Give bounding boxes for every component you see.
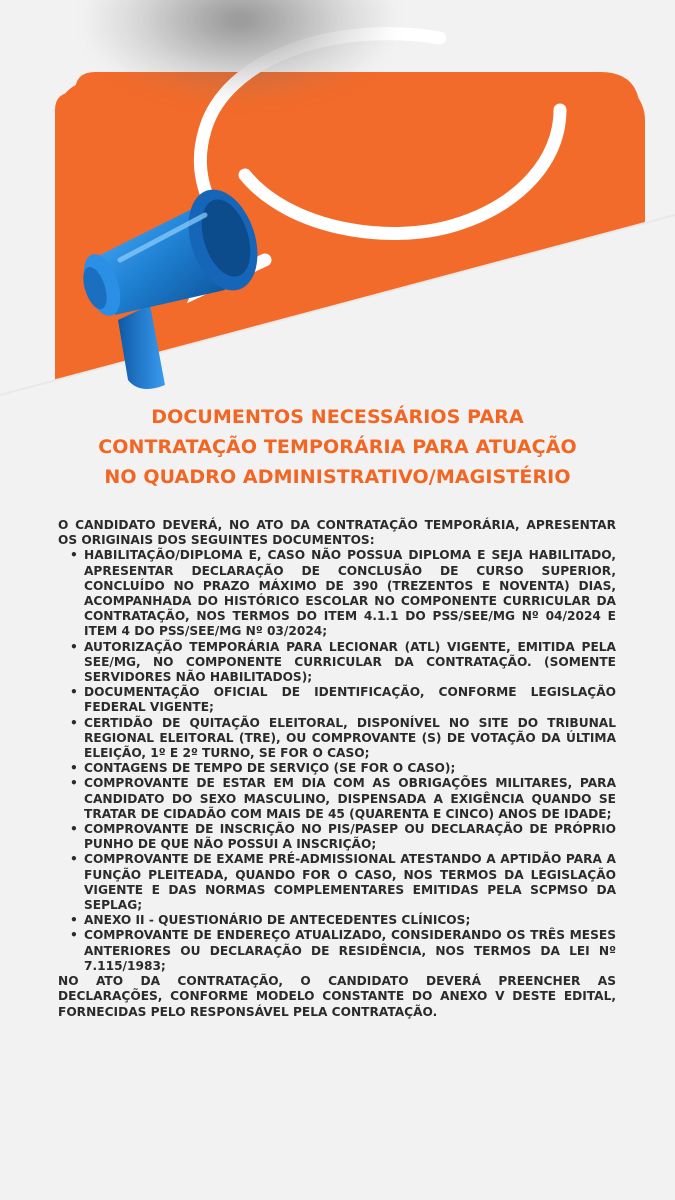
list-item: • COMPROVANTE DE ESTAR EM DIA COM AS OBRIGAÇÕES MILITARES, PARA CANDIDATO DO SEXO MASCULINO, DISPENSADA A EXIGÊNCIA QUANDO SE TRATAR DE CIDADÃO COM MAIS DE 45 (QUARENTA E CINCO) ANOS DE IDADE; — [58, 776, 616, 822]
title-line-3: NO QUADRO ADMINISTRATIVO/MAGISTÉRIO — [104, 466, 571, 488]
list-item: • COMPROVANTE DE INSCRIÇÃO NO PIS/PASEP OU DECLARAÇÃO DE PRÓPRIO PUNHO DE QUE NÃO POSSUI A INSCRIÇÃO; — [58, 822, 616, 852]
list-item: • HABILITAÇÃO/DIPLOMA E, CASO NÃO POSSUA DIPLOMA E SEJA HABILITADO, APRESENTAR DECLARAÇÃO DE CONCLUSÃO DE CURSO SUPERIOR, CONCLUÍDO NO PRAZO MÁXIMO DE 390 (TREZENTOS E NOVENTA) DIAS, ACOMPANHADA DO HISTÓRICO ESCOLAR NO COMPONENTE CURRICULAR DA CONTRATAÇÃO, NOS TERMOS DO ITEM 4.1.1 DO PSS/SEE/MG Nº 04/2024 E ITEM 4 DO PSS/SEE/MG Nº 03/2024; — [58, 548, 616, 639]
list-item: • CERTIDÃO DE QUITAÇÃO ELEITORAL, DISPONÍVEL NO SITE DO TRIBUNAL REGIONAL ELEITORAL (TRE), OU COMPROVANTE (S) DE VOTAÇÃO DA ÚLTIMA ELEIÇÃO, 1º E 2º TURNO, SE FOR O CASO; — [58, 716, 616, 762]
list-item: • COMPROVANTE DE ENDEREÇO ATUALIZADO, CONSIDERANDO OS TRÊS MESES ANTERIORES OU DECLARAÇÃO DE RESIDÊNCIA, NOS TERMOS DA LEI Nº 7.115/1983; — [58, 928, 616, 974]
list-item: • ANEXO II - QUESTIONÁRIO DE ANTECEDENTES CLÍNICOS; — [58, 913, 616, 928]
shadow-overlay — [90, 0, 390, 100]
page-title — [20, 402, 655, 492]
list-item: • DOCUMENTAÇÃO OFICIAL DE IDENTIFICAÇÃO, CONFORME LEGISLAÇÃO FEDERAL VIGENTE; — [58, 685, 616, 715]
document-body — [58, 518, 616, 1020]
requirements-list — [58, 548, 616, 974]
list-item: • AUTORIZAÇÃO TEMPORÁRIA PARA LECIONAR (ATL) VIGENTE, EMITIDA PELA SEE/MG, NO COMPONENTE CURRICULAR DA CONTRATAÇÃO. (SOMENTE SERVIDORES NÃO HABILITADOS); — [58, 640, 616, 686]
closing-paragraph: NO ATO DA CONTRATAÇÃO, O CANDIDATO DEVERÁ PREENCHER AS DECLARAÇÕES, CONFORME MODELO CONSTANTE DO ANEXO V DESTE EDITAL, FORNECIDAS PELO RESPONSÁVEL PELA CONTRATAÇÃO. — [58, 974, 616, 1019]
title-line-1: DOCUMENTOS NECESSÁRIOS PARA — [151, 406, 524, 428]
intro-paragraph: O CANDIDATO DEVERÁ, NO ATO DA CONTRATAÇÃO TEMPORÁRIA, APRESENTAR OS ORIGINAIS DOS SEGUINTES DOCUMENTOS: — [58, 518, 616, 548]
list-item: • CONTAGENS DE TEMPO DE SERVIÇO (SE FOR O CASO); — [58, 761, 616, 776]
list-item: • COMPROVANTE DE EXAME PRÉ-ADMISSIONAL ATESTANDO A APTIDÃO PARA A FUNÇÃO PLEITEADA, QUANDO FOR O CASO, NOS TERMOS DA LEGISLAÇÃO VIGENTE E DAS NORMAS COMPLEMENTARES EMITIDAS PELA SCPMSO DA SEPLAG; — [58, 852, 616, 913]
title-line-2: CONTRATAÇÃO TEMPORÁRIA PARA ATUAÇÃO — [98, 436, 577, 458]
